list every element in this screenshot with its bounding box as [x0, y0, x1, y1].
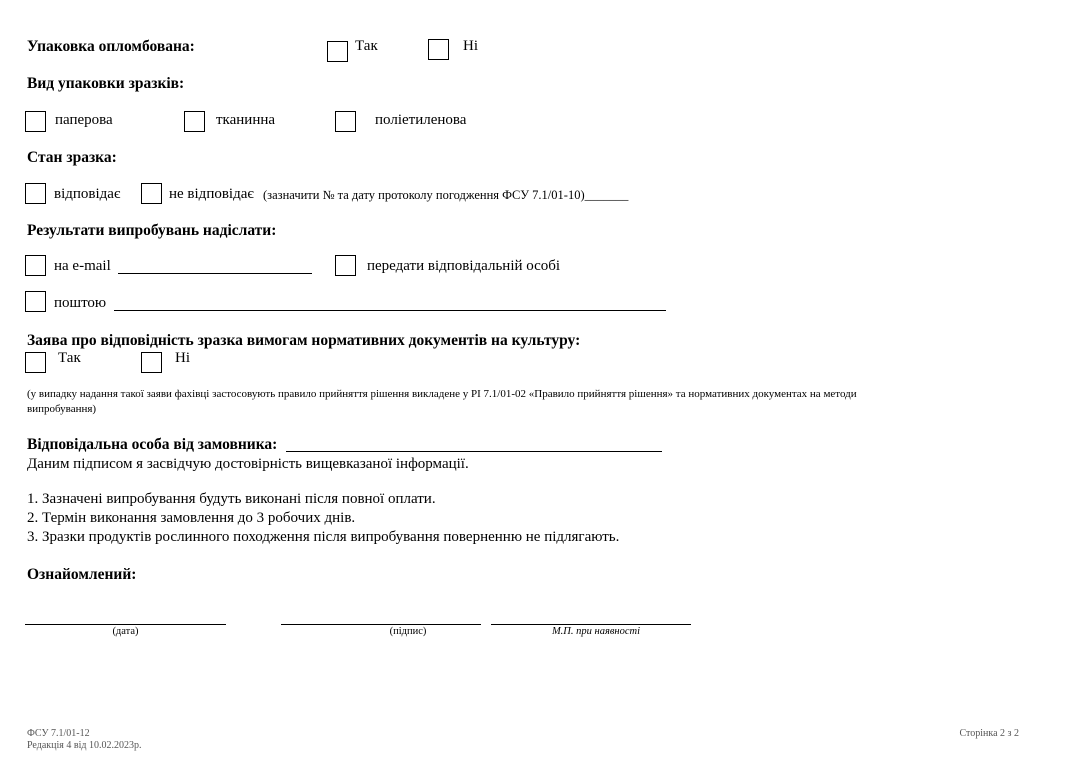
condition-ok-label: відповідає	[54, 186, 121, 202]
results-post-label: поштою	[54, 295, 107, 311]
conformity-note-line2: випробування)	[27, 403, 97, 415]
footer-page-number: Сторінка 2 з 2	[959, 728, 1019, 739]
conformity-note-line1: (у випадку надання такої заяви фахівці застосовують правило прийняття рішення викладене у РІ 7.1/01-02 «Правило прийняття рішення» та нормативних документах на методи	[27, 388, 857, 400]
condition-ok-checkbox[interactable]	[25, 183, 46, 204]
term-item-1: 1. Зазначені випробування будуть виконані після повної оплати.	[27, 491, 436, 507]
date-signature-line[interactable]	[25, 624, 226, 625]
condition-not-ok-checkbox[interactable]	[141, 183, 162, 204]
stamp-line[interactable]	[491, 624, 691, 625]
date-caption: (дата)	[112, 626, 139, 637]
acquainted-heading: Ознайомлений:	[27, 566, 137, 583]
results-handover-label: передати відповідальній особі	[367, 258, 561, 274]
signature-caption: (підпис)	[389, 626, 427, 637]
package-paper-label: паперова	[55, 112, 113, 128]
term-item-2: 2. Термін виконання замовлення до 3 робочих днів.	[27, 510, 356, 526]
package-fabric-label: тканинна	[216, 112, 276, 128]
results-heading: Результати випробувань надіслати:	[27, 222, 277, 239]
condition-not-ok-label: не відповідає	[169, 186, 254, 202]
package-fabric-checkbox[interactable]	[184, 111, 205, 132]
sealed-yes-checkbox[interactable]	[327, 41, 348, 62]
condition-not-ok-note: (зазначити № та дату протоколу погодження ФСУ 7.1/01-10)_______	[263, 188, 629, 202]
responsible-confirm-text: Даним підписом я засвідчую достовірність вищевказаної інформації.	[27, 456, 469, 472]
results-email-checkbox[interactable]	[25, 255, 46, 276]
stamp-caption: М.П. при наявності	[551, 626, 641, 637]
results-email-label: на e-mail	[54, 258, 111, 274]
sealed-heading: Упаковка опломбована:	[27, 38, 195, 55]
package-polyethylene-checkbox[interactable]	[335, 111, 356, 132]
package-type-heading: Вид упаковки зразків:	[27, 75, 185, 92]
conformity-heading: Заява про відповідність зразка вимогам нормативних документів на культуру:	[27, 332, 581, 349]
results-handover-checkbox[interactable]	[335, 255, 356, 276]
sealed-yes-label: Так	[355, 38, 378, 54]
results-post-checkbox[interactable]	[25, 291, 46, 312]
responsible-heading: Відповідальна особа від замовника:	[27, 436, 278, 453]
condition-heading: Стан зразка:	[27, 149, 117, 166]
conformity-no-label: Ні	[175, 350, 190, 366]
responsible-name-field[interactable]	[286, 451, 662, 452]
term-item-3: 3. Зразки продуктів рослинного походження після випробування поверненню не підлягають.	[27, 529, 620, 545]
signature-line[interactable]	[281, 624, 481, 625]
sealed-no-checkbox[interactable]	[428, 39, 449, 60]
conformity-yes-label: Так	[58, 350, 81, 366]
package-polyethylene-label: поліетиленова	[375, 112, 467, 128]
footer-doc-code: ФСУ 7.1/01-12	[27, 728, 90, 739]
results-email-field[interactable]	[118, 273, 312, 274]
sealed-no-label: Ні	[463, 38, 478, 54]
footer-revision: Редакція 4 від 10.02.2023р.	[27, 740, 142, 751]
results-post-address-field[interactable]	[114, 310, 666, 311]
conformity-yes-checkbox[interactable]	[25, 352, 46, 373]
package-paper-checkbox[interactable]	[25, 111, 46, 132]
conformity-no-checkbox[interactable]	[141, 352, 162, 373]
